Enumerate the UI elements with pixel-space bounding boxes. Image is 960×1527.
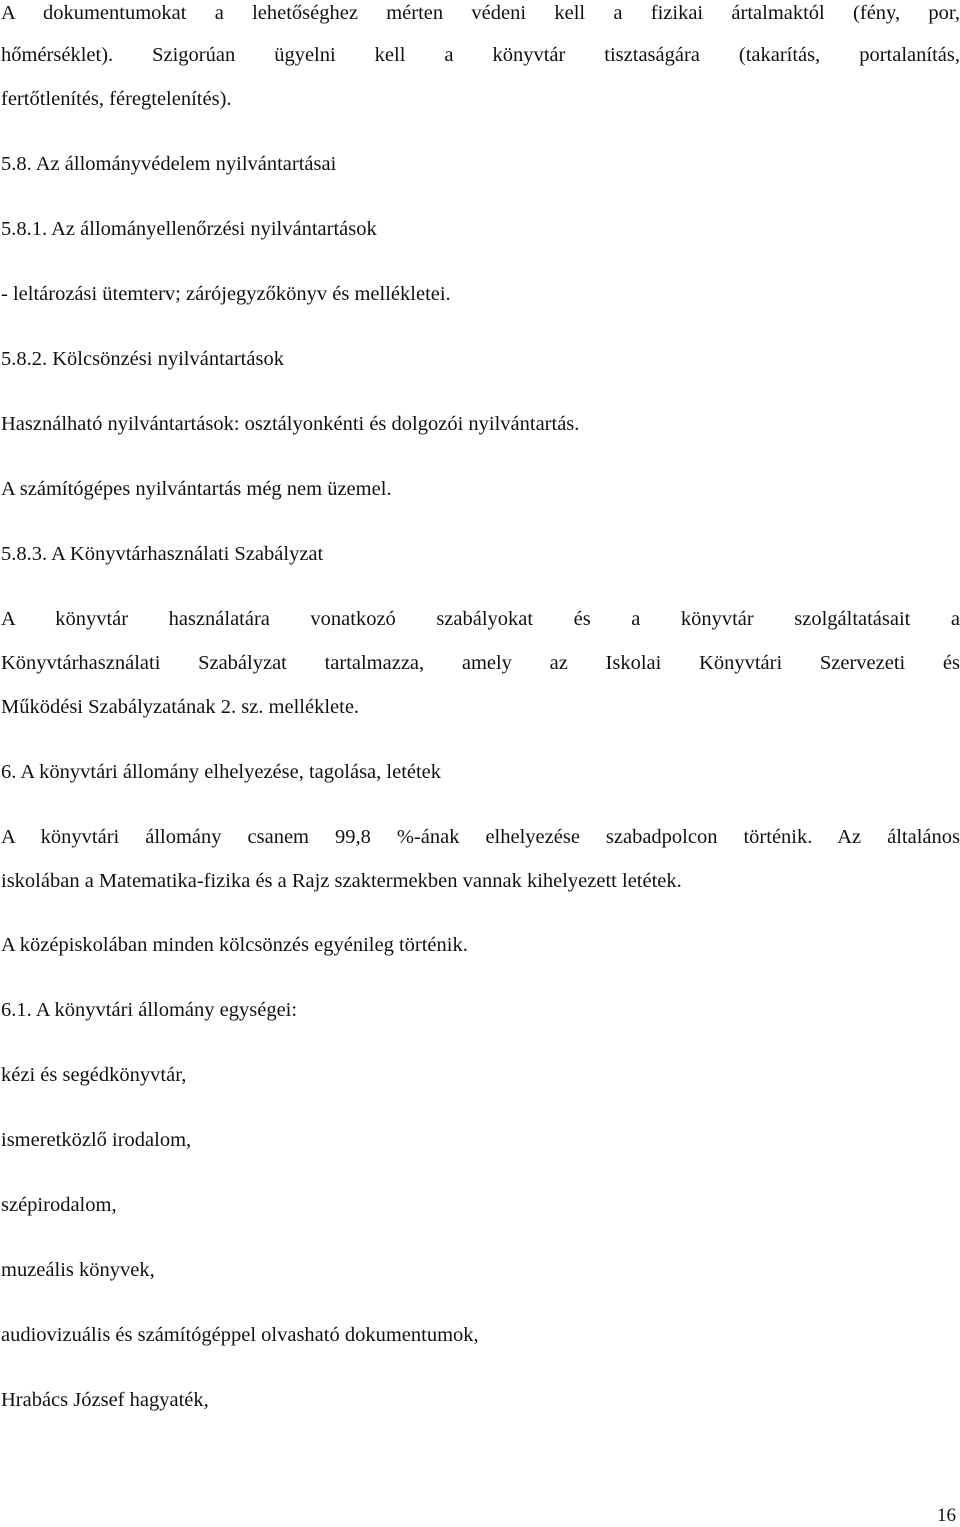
paragraph-line: A dokumentumokat a lehetőséghez mérten védeni kell a fizikai ártalmaktól (fény, por, [1,2,960,24]
paragraph-line: Könyvtárhasználati Szabályzat tartalmazza, amely az Iskolai Könyvtári Szervezeti és [1,652,960,674]
paragraph-line: iskolában a Matematika-fizika és a Rajz szaktermekben vannak kihelyezett letétek. [1,870,682,892]
list-item: kézi és segédkönyvtár, [1,1064,187,1086]
paragraph-line: A könyvtár használatára vonatkozó szabályokat és a könyvtár szolgáltatásait a [1,608,960,630]
paragraph-line: Használható nyilvántartások: osztályonkénti és dolgozói nyilvántartás. [1,413,580,435]
subsection-heading: 5.8.1. Az állományellenőrzési nyilvántartások [1,218,377,240]
subsection-heading: 5.8.3. A Könyvtárhasználati Szabályzat [1,543,324,565]
paragraph-line: fertőtlenítés, féregtelenítés). [1,88,232,110]
section-heading: 6. A könyvtári állomány elhelyezése, tagolása, letétek [1,761,442,783]
paragraph-line: hőmérséklet). Szigorúan ügyelni kell a könyvtár tisztaságára (takarítás, portalanítás, [1,44,960,66]
page-number: 16 [937,1505,956,1526]
list-item: - leltározási ütemterv; zárójegyzőkönyv és mellékletei. [1,283,451,305]
list-item: szépirodalom, [1,1194,117,1216]
paragraph-line: A számítógépes nyilvántartás még nem üzemel. [1,478,392,500]
list-item: Hrabács József hagyaték, [1,1389,209,1411]
section-heading: 5.8. Az állományvédelem nyilvántartásai [1,153,337,175]
paragraph-line: A könyvtári állomány csanem 99,8 %-ának elhelyezése szabadpolcon történik. Az általános [1,826,960,848]
list-item: muzeális könyvek, [1,1259,155,1281]
subsection-heading: 6.1. A könyvtári állomány egységei: [1,999,298,1021]
paragraph-line: A középiskolában minden kölcsönzés egyénileg történik. [1,934,468,956]
list-item: audiovizuális és számítógéppel olvasható dokumentumok, [1,1324,479,1346]
paragraph-line: Működési Szabályzatának 2. sz. melléklete. [1,696,360,718]
list-item: ismeretközlő irodalom, [1,1129,192,1151]
subsection-heading: 5.8.2. Kölcsönzési nyilvántartások [1,348,284,370]
